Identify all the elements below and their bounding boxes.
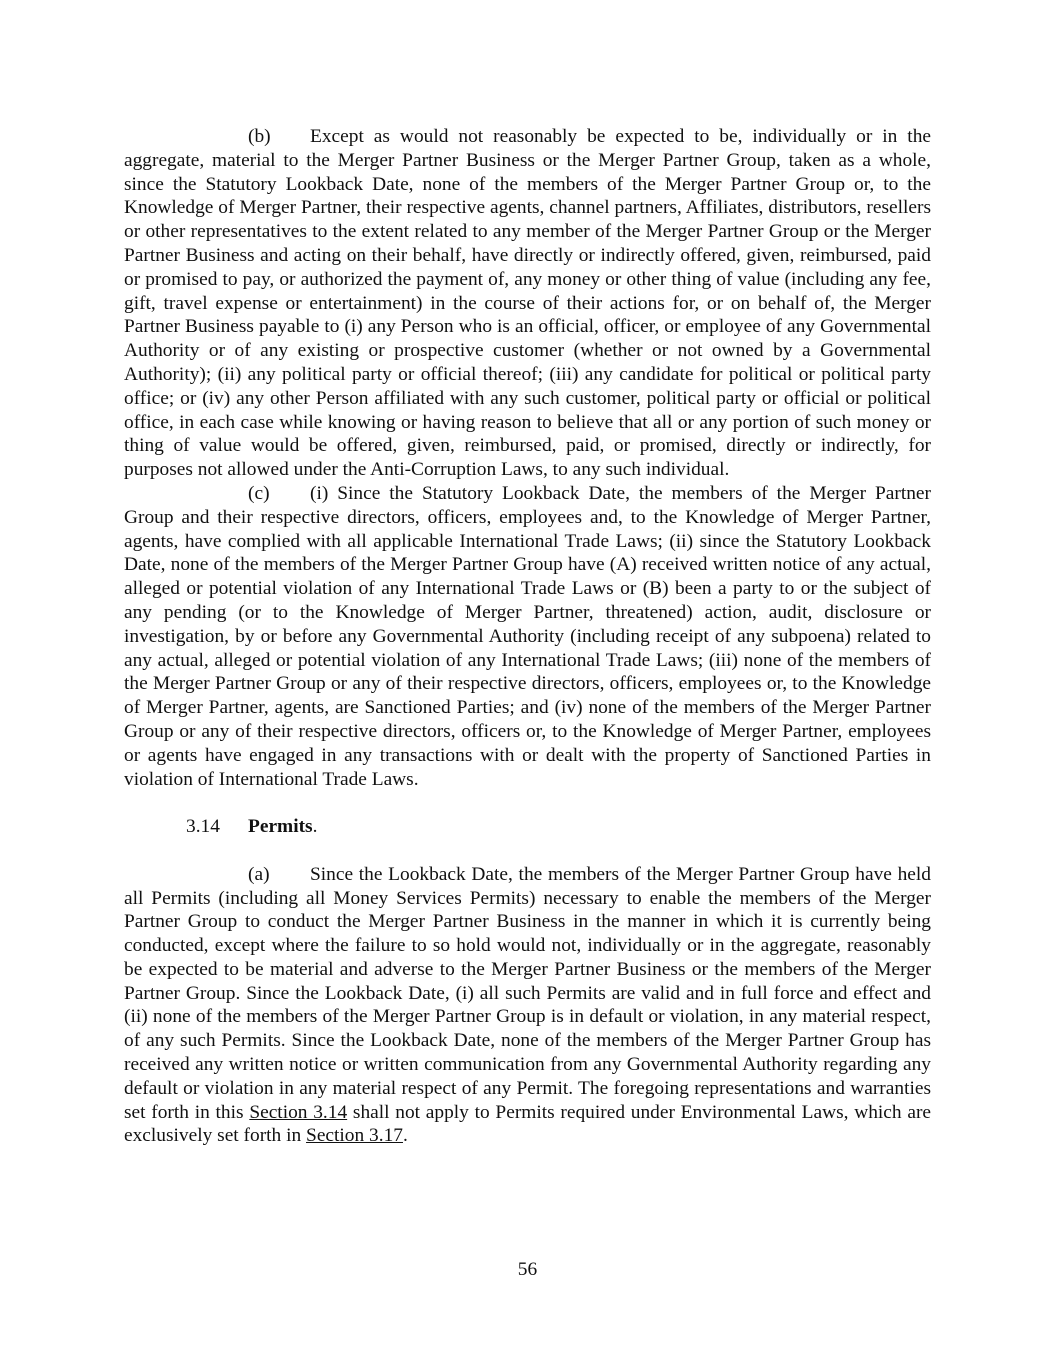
section-number: 3.14 xyxy=(186,816,220,838)
section-3-14-link[interactable]: Section 3.14 xyxy=(249,1101,348,1123)
document-body xyxy=(124,125,931,1148)
paragraph-c-label: (c) xyxy=(248,482,270,504)
paragraph-a-end: . xyxy=(402,1125,408,1147)
section-title: Permits xyxy=(248,816,313,838)
paragraph-a-label: (a) xyxy=(248,863,270,885)
paragraph-a xyxy=(124,863,931,1149)
paragraph-c xyxy=(124,482,931,791)
page-number: 56 xyxy=(517,1259,538,1280)
section-heading xyxy=(124,815,931,839)
paragraph-b-text: Except as would not reasonably be expected to be, individually or in the aggregate, material to the Merger Partner Business or the Merger Partner Group, taken as a whole, since the Statutory Lookback Date, none of the members of the Merger Partner Group or, to the Knowledge of Merger Partner, their respective agents, channel partners, Affiliates, distributors, resellers or other representatives to the extent related to any member of the Merger Partner Group or the Merger Partner Business and acting on their behalf, have directly or indirectly offered, given, reimbursed, paid or promised to pay, or authorized the payment of, any money or other thing of value (including any fee, gift, travel expense or entertainment) in the course of their actions for, or on behalf of, the Merger Partner Business payable to (i) any Person who is an official, officer, or employee of any Governmental Authority or of any existing or prospective customer (whether or not owned by a Governmental Authority); (ii) any political party or official thereof; (iii) any candidate for political or political party office; or (iv) any other Person affiliated with any such customer, political party or official or political office, in each case while knowing or having reason to believe that all or any portion of such money or thing of value would be offered, given, reimbursed, paid, or promised, directly or indirectly, for purposes not allowed under the Anti-Corruption Laws, to any such individual. xyxy=(124,126,931,481)
paragraph-c-text: (i) Since the Statutory Lookback Date, the members of the Merger Partner Group and their respective directors, officers, employees and, to the Knowledge of Merger Partner, agents, have complied with all applicable International Trade Laws; (ii) since the Statutory Lookback Date, none of the members of the Merger Partner Group have (A) received written notice of any actual, alleged or potential violation of any International Trade Laws or (B) been a party to or the subject of any pending (or to the Knowledge of Merger Partner, threatened) action, audit, disclosure or investigation, by or before any Governmental Authority (including receipt of any subpoena) related to any actual, alleged or potential violation of any International Trade Laws; (iii) none of the members of the Merger Partner Group or any of their respective directors, officers, employees or, to the Knowledge of Merger Partner, agents, are Sanctioned Parties; and (iv) none of the members of the Merger Partner Group or any of their respective directors, officers or, to the Knowledge of Merger Partner, employees or agents have engaged in any transactions with or dealt with the property of Sanctioned Parties in violation of International Trade Laws. xyxy=(124,482,931,790)
paragraph-b xyxy=(124,125,931,482)
paragraph-a-middle-text: shall not apply to Permits required under Environmental Laws, which are exclusively set forth in xyxy=(124,1101,932,1147)
paragraph-a-text: Since the Lookback Date, the members of the Merger Partner Group have held all Permits (including all Money Services Permits) necessary to enable the members of the Merger Partner Group to conduct the Merger Partner Business in the manner in which it is currently being conducted, except where the failure to so hold would not, individually or in the aggregate, reasonably be expected to be material and adverse to the Merger Partner Business or the members of the Merger Partner Group. Since the Lookback Date, (i) all such Permits are valid and in full force and effect and (ii) none of the members of the Merger Partner Group is in default or violation, in any material respect, of any such Permits. Since the Lookback Date, none of the members of the Merger Partner Group has received any written notice or written communication from any Governmental Authority regarding any default or violation in any material respect of any Permit. The foregoing representations and warranties set forth in this xyxy=(124,863,931,1123)
paragraph-b-label: (b) xyxy=(248,126,271,147)
section-3-17-link[interactable]: Section 3.17 xyxy=(306,1125,403,1147)
section-title-suffix: . xyxy=(312,816,318,838)
